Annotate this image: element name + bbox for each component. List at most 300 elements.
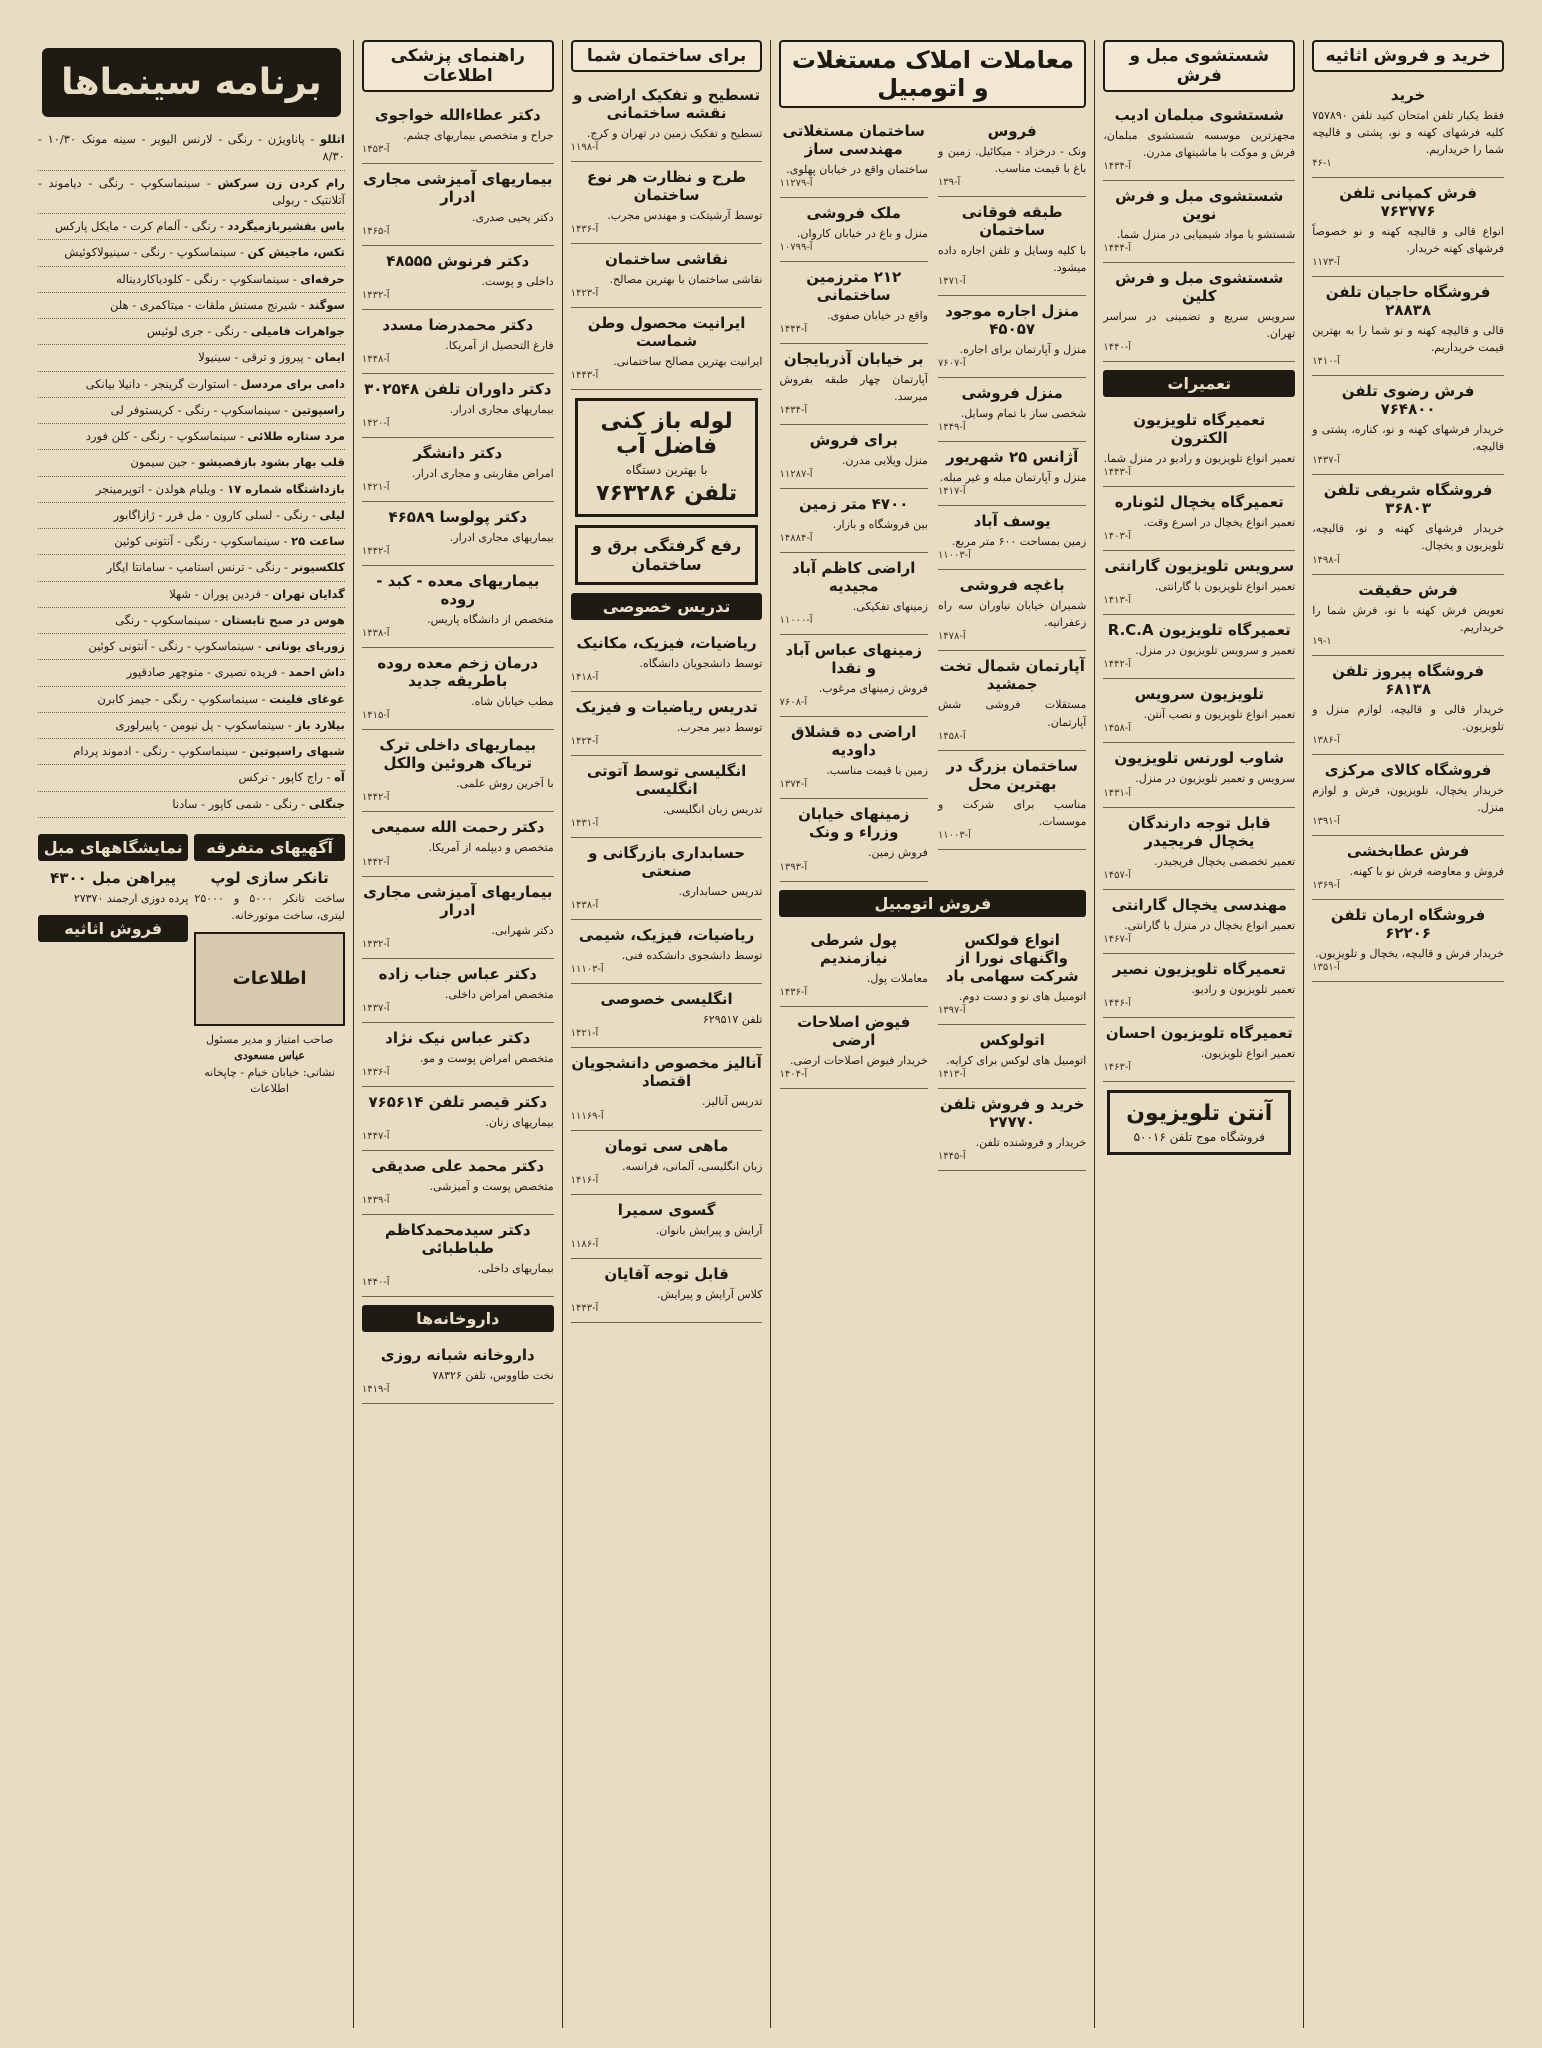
ad-body: تعمیر انواع یخچال در اسرع وقت. (1143, 516, 1296, 530)
ad-code: ۱۴۱۶-آ (570, 1174, 599, 1186)
ad-title: اراضی کاظم آباد مجیدیه (792, 559, 916, 596)
ad-code: ۱۴۶۳-آ (1103, 1061, 1132, 1073)
ad-title: اتولوکس (979, 1030, 1045, 1049)
ad-title: انگلیسی توسط آتوتی انگلیسی (586, 762, 747, 799)
ad-code: ۱۴۴۲-آ (361, 546, 390, 558)
classified-ad (938, 442, 1086, 506)
ad-title: سرویس تلویزیون گارانتی (1104, 557, 1295, 576)
ad-code: ۱۴۴۰-آ (361, 1276, 390, 1288)
separator: - (297, 796, 309, 811)
ad-title: شستشوی مبلمان ادیب (1114, 106, 1284, 124)
ad-title: پول شرطی نیازمندیم (810, 930, 898, 967)
ad-title: آپارتمان شمال تخت جمشید (939, 657, 1085, 694)
column-header-cleaning: شستشوی مبل و فرش (1103, 40, 1295, 92)
ad-code: ۱۴۷۱-آ (937, 276, 966, 288)
antenna-box (1107, 1090, 1291, 1155)
separator: - (253, 639, 266, 653)
film-title: جواهرات فامیلی (250, 324, 345, 338)
cinema-listing (38, 634, 345, 660)
classified-ad (1103, 100, 1295, 181)
film-details: سینماسکوپ - رنگی - سینیولاکوئیش (64, 245, 237, 260)
footer-credit (194, 1032, 344, 1098)
ad-code: ۱۴۴۴-آ (779, 324, 808, 336)
classified-ad (571, 984, 763, 1048)
classified-ad (938, 570, 1086, 651)
classified-ad (362, 648, 554, 730)
classified-ad (1312, 475, 1504, 574)
ad-body: مطب خیابان شاه. (471, 695, 554, 709)
ad-title: بیماریهای آمیزشی مجاری ادرار (363, 882, 553, 919)
classified-ad (780, 1007, 928, 1089)
ad-title: دکتر محمدرضا مسدد (382, 316, 534, 335)
ad-body: شمیران خیابان نیاوران سه راه زعفرانیه. (937, 599, 1087, 630)
film-title: دامی برای مردسل (240, 376, 345, 391)
film-details: سینماسکوپ - رنگی - دیاموند - آتلانتیک - ربولی (37, 175, 345, 207)
ad-body: امراض مقاربتی و مجاری ادرار. (411, 467, 554, 481)
film-details: سینماسکوپ - رنگی - جیمز کابرن (97, 691, 259, 706)
cinema-listing (38, 503, 345, 529)
clog-box (575, 525, 759, 585)
ad-code: ۱۴۱۷-آ (937, 486, 966, 498)
ad-title: منزل فروشی (961, 384, 1063, 403)
ad-code: ۱۴۵۸-آ (1103, 723, 1132, 735)
ad-code: ۱۴۳۶-آ (779, 986, 808, 998)
ad-code: ۱۴۳۶-آ (570, 224, 599, 236)
cinema-listing (38, 739, 345, 765)
classified-ad (1312, 80, 1504, 178)
ad-title: فروشگاه حاجیان تلفن ۲۸۸۳۸ (1325, 283, 1491, 320)
ad-code: ۱۴۳۴-آ (1103, 161, 1132, 173)
ad-body: فروش زمینهای مرغوب. (818, 682, 928, 696)
ad-code: ۱۴۲۱-آ (361, 482, 390, 494)
antenna-box-sub: فروشگاه موج تلفن ۵۰۰۱۶ (1133, 1129, 1265, 1144)
cinema-listing (38, 372, 345, 398)
ad-title: بیماریهای داخلی ترک تریاک هروئین والکل (379, 736, 537, 773)
ad-body: تلفن ۶۲۹۵۱۷ (702, 1013, 763, 1027)
separator: - (303, 350, 315, 365)
classified-ad (362, 164, 554, 246)
classified-ad (1103, 487, 1295, 551)
film-details: سینماسکوپ - پل نیومن - پاییرلوری (115, 717, 285, 732)
ad-title: درمان زخم معده روده باطریقه جدید (377, 654, 539, 691)
ad-title: زمینهای خیابان وزراء و ونک (798, 805, 910, 842)
ad-code: ۱۴۶۷-آ (1103, 933, 1132, 945)
ad-title: فرش کمپانی تلفن ۷۶۳۷۷۶ (1339, 184, 1477, 221)
ad-title: تعمیرگاه تلویزیون الکترون (1133, 411, 1266, 448)
classified-ad (1103, 615, 1295, 679)
classified-ad (571, 838, 763, 920)
sub-header-car-sale: فروش اتومبیل (779, 890, 1086, 917)
ad-code: ۱۱۹۸-آ (570, 142, 599, 154)
sub-header-furniture: نمایشگاههای مبل (38, 834, 188, 861)
cinema-listing (38, 555, 345, 581)
ad-body: جراح و متخصص بیماریهای چشم. (403, 129, 554, 142)
ad-code: ۱۴۳۷-آ (1312, 455, 1340, 467)
separator: - (236, 429, 248, 443)
column-header-realestate: معاملات املاک مستغلات و اتومبیل (779, 40, 1086, 108)
ad-body: خریدار فرش و قالیچه، یخچال و تلویزیون. (1315, 946, 1504, 960)
ad-title: طرح و نظارت هر نوع ساختمان (587, 168, 747, 205)
ad-title: گسوی سمیرا (617, 1200, 716, 1219)
ad-code: ۱۴۴۶-آ (1103, 997, 1132, 1009)
cinema-listing (38, 424, 345, 450)
ad-title: اراضی ده قشلاق داودیه (790, 723, 917, 760)
ad-title: داروخانه شبانه روزی (380, 1345, 535, 1364)
film-details: سینماسکوپ - رنگی - کریستوفر لی (110, 402, 281, 417)
sub-header-tutoring: تدریس خصوصی (571, 593, 763, 620)
cinema-listing (38, 345, 345, 371)
ad-code: ۱۴۲۳-آ (570, 288, 599, 300)
ad-code: ۱۴۳۴-آ (779, 405, 808, 417)
classified-ad (1103, 954, 1295, 1018)
classified-ad (938, 506, 1086, 570)
ad-code: ۱۴۵۸-آ (937, 730, 966, 742)
ad-code: ۷۶۰۸-آ (779, 697, 808, 709)
ad-title: دکتر عطاءالله خواجوی (374, 106, 541, 124)
ad-body: تعویض فرش کهنه با نو، فرش شما را خریداریم. (1312, 603, 1504, 634)
ad-body: تعمیر انواع یخچال در منزل با گارانتی. (1124, 918, 1296, 932)
credit-line-1: صاحب امتیاز و مدیر مسئول (205, 1032, 334, 1046)
classified-ad (1103, 1018, 1295, 1082)
ad-code: ۱۴۳۸-آ (570, 900, 599, 912)
separator: - (289, 271, 301, 286)
classified-ad (780, 116, 928, 198)
film-title: ساعت ۲۵ (291, 534, 345, 548)
ad-body: خریدار فرشهای کهنه و نو، کناره، پشتی و قالیچه. (1312, 423, 1504, 454)
film-details: شیرنج مسنش ملقات - میتاکمری - هلن (109, 297, 298, 312)
classified-ad (571, 692, 763, 756)
ad-title: ایرانیت محصول وطن شماست (587, 314, 746, 351)
cinema-listing (38, 477, 345, 503)
ad-title: ماهی سی تومان (604, 1136, 729, 1155)
ad-body: نقاشی ساختمان با بهترین مصالح. (609, 273, 763, 287)
ad-code: ۱۴۲۱-آ (570, 1028, 599, 1040)
ad-code: ۱۴۴۵-آ (937, 1150, 966, 1162)
ad-body: فروش زمین. (867, 846, 928, 860)
ad-code: ۱۳۶۹-آ (1312, 879, 1340, 891)
ad-body: مستقلات فروشی شش آپارتمان. (937, 698, 1087, 729)
classified-ad (938, 378, 1086, 442)
medical-ads (362, 100, 554, 1297)
ad-code: ۱۴۴۸-آ (361, 354, 390, 366)
ad-body: ساختمان واقع در خیابان پهلوی. (786, 163, 928, 176)
ad-code: ۱۴۵۳-آ (361, 144, 390, 156)
ad-code: ۱۴۱۰-آ (1312, 356, 1340, 368)
cinema-listing (38, 687, 345, 713)
ad-code: ۱۴۵۷-آ (1103, 869, 1132, 881)
film-details: سینماسکوپ - رنگی - کلن فورد (85, 429, 237, 443)
ad-code: ۱۱۰۰۳-آ (937, 550, 971, 562)
ad-body: فقط یکبار تلفن امتحان کنید تلفن ۷۵۷۸۹۰ کلیه فرشهای کهنه و نو، پشتی و قالیچه شما را خریداریم. (1312, 109, 1504, 157)
ad-title: دکتر دانشگر (413, 444, 503, 463)
cinema-program-title: برنامه سینماها (42, 48, 341, 117)
ad-title: باغچه فروشی (959, 576, 1065, 595)
classified-ad (362, 1087, 554, 1151)
ad-code: ۱۴۴۳-آ (1103, 467, 1132, 479)
cinema-listing (38, 765, 345, 791)
classified-ad (362, 1023, 554, 1087)
ad-body: تعمیر انواع تلویزیون با گارانتی. (1154, 580, 1296, 594)
ad-body: متخصص از دانشگاه پاریس. (427, 613, 554, 627)
ad-code: ۷۶۰۷-آ (937, 358, 966, 370)
ad-body: متخصص و دیپلمه از آمریکا. (428, 841, 554, 855)
separator: - (187, 455, 199, 470)
film-title: بیلارد باز (295, 717, 345, 732)
classified-ad (362, 438, 554, 502)
classified-ad (938, 1025, 1086, 1089)
ad-body: منزل و آپارتمان برای اجاره. (959, 343, 1087, 357)
misc-ad-body: ساخت تانکر ۵۰۰۰ و ۲۵۰۰۰ لیتری، ساخت موتورخانه. (194, 891, 345, 922)
ad-body: ایرانیت بهترین مصالح ساختمانی. (613, 355, 763, 369)
ad-body: مجهزترین موسسه شستشوی مبلمان، فرش و موکت با ماشینهای مدرن. (1103, 129, 1296, 160)
classified-ad (362, 959, 554, 1023)
ad-title: انواع فولکس واگنهای نورا از شرکت سهامی باد (945, 930, 1079, 985)
ad-title: آژانس ۲۵ شهریور (946, 448, 1079, 467)
ad-code: ۱۴۱۹-آ (361, 1383, 390, 1395)
ad-body: بیماریهای مجاری ادرار. (449, 403, 554, 417)
separator: - (308, 507, 320, 522)
ad-body: اتومبیل های نو و دست دوم. (958, 989, 1087, 1003)
film-title: تکس، ماجیش کن (247, 245, 345, 260)
classified-ad (780, 635, 928, 717)
ad-body: تعمیر و سرویس تلویزیون در منزل. (1135, 644, 1296, 658)
classified-ad (1103, 263, 1295, 362)
classified-ad (1103, 808, 1295, 890)
classified-ad (571, 1131, 763, 1195)
ad-title: خرید (1390, 86, 1426, 104)
film-title: راسپوتین (291, 402, 345, 417)
ad-body: قالی و قالیچه کهنه و نو شما را به بهترین قیمت خریداریم. (1312, 324, 1504, 355)
classified-ad (571, 1048, 763, 1130)
film-details: راج کاپور - نرکس (238, 770, 323, 785)
ad-body: داخلی و پوست. (481, 275, 554, 289)
classified-ad (780, 925, 928, 1007)
ad-body: تدریس زبان انگلیسی. (662, 803, 763, 817)
ad-title: شستشوی مبل و فرش نوین (1115, 187, 1284, 224)
cleaning-ads (1103, 100, 1295, 362)
ad-title: دکتر عباس نیک نژاد (385, 1028, 531, 1047)
ad-title: فروس (987, 122, 1037, 140)
credit-line-3: نشانی: خیابان خیام - چاپخانه اطلاعات (204, 1065, 335, 1096)
cinema-listing (38, 608, 345, 634)
ad-title: ۲۱۲ مترزمین ساختمانی (806, 268, 902, 305)
ad-code: ۱۴۴۹-آ (937, 422, 966, 434)
ad-title: مهندسی یخچال گارانتی (1111, 895, 1287, 914)
classified-ad (1312, 178, 1504, 277)
ad-title: تعمیرگاه یخچال لئوناره (1114, 493, 1284, 512)
film-title: داش احمد (288, 665, 345, 680)
classified-ad (571, 920, 763, 984)
ad-code: ۱۴۳۲-آ (361, 938, 390, 950)
classified-ad (362, 246, 554, 310)
ad-title: تسطیح و تفکیک اراضی و نقشه ساختمانی (572, 86, 761, 122)
film-title: جنگلی (308, 796, 345, 811)
ad-code: ۱۱۱۰۳-آ (570, 964, 604, 976)
ad-body: فارغ التحصیل از آمریکا. (445, 339, 554, 353)
classified-ad (938, 651, 1086, 750)
ad-title: فروشگاه شریفی تلفن ۳۶۸۰۳ (1323, 481, 1493, 518)
cinema-listing (38, 713, 345, 739)
ad-body: تعمیر تلویزیون و رادیو. (1191, 982, 1296, 996)
ad-code: ۱۳۵۱-آ (1312, 961, 1340, 973)
separator: - (229, 376, 241, 391)
ad-title: فرش رضوی تلفن ۷۶۴۸۰۰ (1341, 382, 1475, 419)
film-title: بازداشتگاه شماره ۱۷ (227, 481, 345, 496)
ad-code: ۱۳۹۳-آ (779, 861, 808, 873)
ad-body: سرویس سریع و تضمینی در سراسر تهران. (1103, 310, 1296, 341)
ad-code: ۱۱۸۶-آ (570, 1238, 599, 1250)
film-details: رنگی - جری لوئیس (146, 324, 240, 338)
ad-title: بیماریهای معده - کبد - روده (376, 572, 540, 609)
ad-code: ۱۴۱۳-آ (1103, 595, 1132, 607)
sub-header-pharmacies: داروخانه‌ها (362, 1305, 554, 1332)
cinema-listing (38, 792, 345, 818)
separator: - (297, 297, 309, 312)
classified-ad (780, 553, 928, 635)
ad-code: ۱۴۴۴-آ (1103, 243, 1132, 255)
classified-ad (571, 244, 763, 308)
ad-code: ۱۴۳۸-آ (361, 628, 390, 640)
column-header-medical: راهنمای پزشکی اطلاعات (362, 40, 554, 92)
classified-ad (362, 566, 554, 648)
film-title: لیلی (319, 507, 345, 522)
ad-body: متخصص امراض داخلی. (444, 987, 554, 1001)
ad-body: کلاس آرایش و پیرایش. (656, 1287, 763, 1301)
ad-body: دکتر یحیی صدری. (471, 211, 554, 225)
ad-title: دکتر محمد علی صدیقی (371, 1156, 545, 1175)
classified-ad (1312, 836, 1504, 900)
ad-code: ۱۴۱۵-آ (361, 710, 390, 722)
classified-ad (780, 717, 928, 799)
ad-title: دکتر داوران تلفن ۳۰۲۵۴۸ (364, 380, 552, 399)
ad-title: ساختمان مستغلاتی مهندسی ساز (782, 122, 925, 158)
ad-body: منزل ویلایی مدرن. (841, 454, 928, 468)
ad-code: ۱۴۳۲-آ (361, 290, 390, 302)
classified-ad (780, 198, 928, 262)
cinema-listing (38, 240, 345, 266)
misc-ad-title: تانکر سازی لوپ (210, 868, 329, 887)
classified-ad (1103, 551, 1295, 615)
ad-body: شستشو با مواد شیمیایی در منزل شما. (1116, 228, 1296, 242)
ad-title: برای فروش (809, 431, 898, 450)
ad-title: دکتر فرنوش ۴۸۵۵۵ (386, 252, 530, 271)
ad-body: خریدار فرشهای کهنه و نو، قالیچه، تلویزیون و یخچال. (1312, 522, 1504, 553)
ad-code: ۱۴۲۴-آ (570, 736, 599, 748)
classified-ad (571, 162, 763, 244)
ad-title: دکتر قیصر تلفن ۷۶۵۶۱۴ (368, 1092, 548, 1111)
cinema-listing (38, 293, 345, 319)
film-details: استوارت گرینجر - دانیلا بیانکی (85, 376, 230, 391)
film-details: فردین پوران - شهلا (169, 586, 262, 601)
cinema-listing (38, 127, 345, 171)
ad-body: منزل و آپارتمان مبله و غیر مبله. (939, 471, 1087, 485)
film-title: هوس در صبح تابستان (221, 612, 345, 627)
ad-code: ۱۴۳۶-آ (361, 1066, 390, 1078)
ad-code: ۴۶-۱ (1312, 158, 1332, 170)
ad-title: فروشگاه پیروز تلفن ۶۸۱۳۸ (1332, 661, 1485, 698)
column-header-building: برای ساختمان شما (571, 40, 763, 72)
ad-body: تعمیر انواع تلویزیون و رادیو در منزل شما. (1103, 452, 1296, 466)
car-ads (779, 925, 1086, 1171)
classified-ad (1312, 575, 1504, 656)
film-details: رنگی - ترنس استامپ - سامانتا ایگار (106, 560, 281, 575)
separator: - (280, 402, 292, 417)
ad-body: متخصص پوست و آمیزشی. (429, 1179, 554, 1193)
misc-ads-block (194, 826, 344, 1098)
ad-title: طبقه فوقانی ساختمان (961, 203, 1063, 240)
cinema-listing (38, 398, 345, 424)
film-title: گدایان تهران (272, 586, 345, 601)
column-cinema (30, 40, 353, 2028)
realestate-ads (779, 116, 1086, 882)
ad-body: بیماریهای مجاری ادرار. (449, 531, 554, 545)
cinema-listing (38, 660, 345, 686)
ad-body: انواع قالی و قالیچه کهنه و نو خصوصاً فرشهای کهنه خریدار. (1312, 225, 1504, 256)
film-title: شبهای راسپوتین (249, 744, 345, 758)
separator: - (322, 770, 335, 785)
ad-body: متخصص امراض پوست و مو. (419, 1051, 554, 1065)
film-title: باس بفشیربازمیگردد (227, 219, 345, 233)
ad-body: توسط آرشیتکت و مهندس مجرب. (607, 209, 763, 223)
ad-title: بیماریهای آمیزشی مجاری ادرار (363, 170, 553, 207)
ad-code: ۱۴۱۸-آ (570, 672, 599, 684)
ad-body: آپارتمان چهار طبقه بفروش میرسد. (779, 373, 928, 404)
film-title: کلکسیونر (291, 560, 345, 575)
column-cleaning (1094, 40, 1303, 2028)
classified-ad (362, 502, 554, 566)
ad-code: ۱۴۹۸-آ (1312, 554, 1340, 566)
ad-title: فروشگاه ارمان تلفن ۶۲۲۰۶ (1330, 905, 1486, 942)
film-details: جین سیمون (130, 455, 188, 470)
classified-ad (362, 730, 554, 812)
classified-ad (571, 756, 763, 838)
classified-ad (780, 489, 928, 553)
ad-title: قابل توجه دارندگان یخچال فریجیدر (1127, 813, 1271, 850)
separator: - (216, 219, 228, 233)
classified-ad (938, 1089, 1086, 1171)
sub-header-misc: آگهیهای متفرقه (194, 834, 344, 861)
ad-body: خریدار و فروشنده تلفن. (975, 1135, 1087, 1149)
ad-code: ۱۰۷۹۹-آ (779, 242, 813, 254)
ad-code: ۱۳۹۷-آ (937, 1004, 966, 1016)
separator: - (238, 744, 250, 758)
film-details: رنگی - شمی کاپور - سادنا (172, 796, 298, 811)
separator: - (304, 132, 321, 146)
ad-body: سرویس و تعمیر تلویزیون در منزل. (1135, 772, 1296, 786)
ad-title: ریاضیات، فیزیک، مکانیک (576, 634, 757, 653)
drain-box-phone: تلفن ۷۶۳۲۸۶ (596, 481, 738, 507)
separator: - (279, 534, 292, 548)
ad-body: واقع در خیابان صفوی. (827, 309, 928, 323)
column-realestate (770, 40, 1094, 2028)
furniture-ads-block (38, 826, 188, 1098)
film-details: فریده نصیری - منوچهر صادقپور (126, 665, 278, 680)
cinema-listing (38, 450, 345, 476)
drain-box (575, 398, 759, 517)
ad-body: آرایش و پیرایش بانوان. (655, 1223, 763, 1237)
ad-body: مناسب برای شرکت و موسسات. (937, 797, 1087, 828)
ad-body: معاملات پول. (866, 971, 928, 985)
separator: - (200, 175, 218, 190)
ad-code: ۱۳۷۴-آ (779, 779, 808, 791)
classified-ad (571, 628, 763, 692)
ad-title: شاوب لورنس تلویزیون (1114, 749, 1285, 768)
ad-body: تسطیح و تفکیک زمین در تهران و کرج. (586, 127, 763, 140)
column-building (562, 40, 771, 2028)
ad-code: ۱۴۳۱-آ (570, 818, 599, 830)
credit-line-2: عباس مسعودی (234, 1049, 305, 1063)
ad-body: تدریس حسابداری. (678, 885, 763, 899)
